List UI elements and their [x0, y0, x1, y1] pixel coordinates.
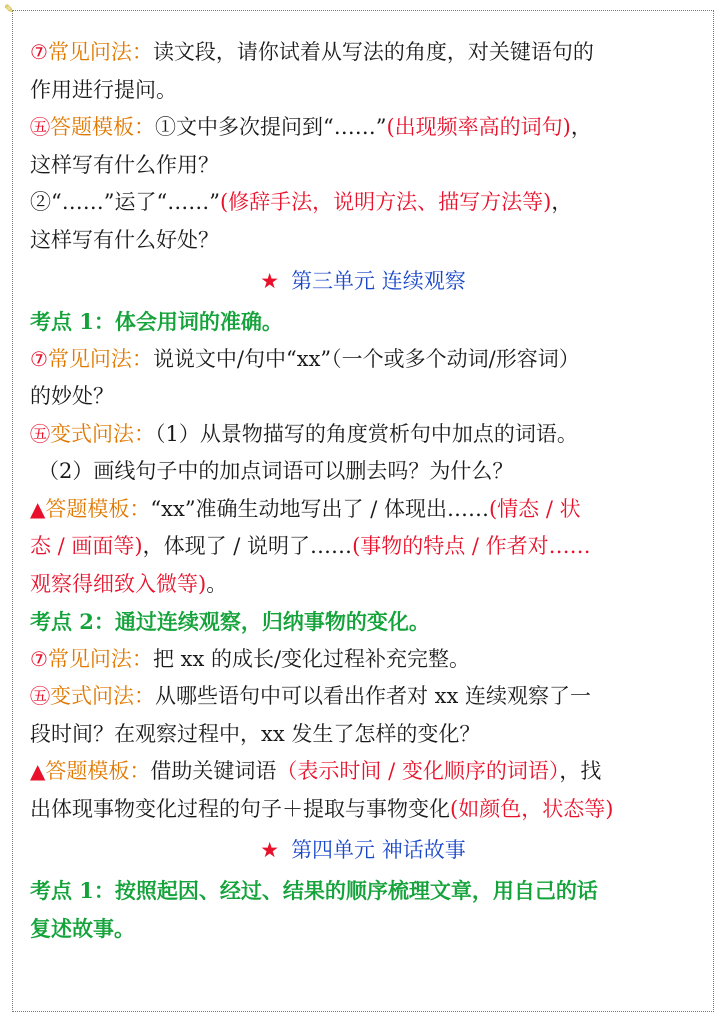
question-text: 作用进行提问。	[30, 77, 177, 102]
template-note: 态 / 画面等)	[30, 534, 143, 558]
template-text: ，体现了 / 说明了……	[142, 534, 353, 558]
template-line	[30, 491, 696, 529]
triangle-icon: ▲	[30, 759, 46, 783]
template-note: (情态 / 状	[488, 496, 581, 521]
template-line	[30, 184, 696, 222]
question-label: 常见问法：	[47, 346, 153, 371]
template-line	[30, 528, 696, 566]
question-icon: ⑦	[30, 646, 48, 671]
question-text: 读文段，请你试着从写法的角度，对关键语句的	[152, 40, 594, 64]
template-label: 答题模板：	[45, 496, 151, 521]
template-text: 借助关键词语	[150, 759, 277, 783]
variant-text: 段时间？在观察过程中，xx 发生了怎样的变化？	[30, 721, 481, 746]
document-body	[30, 34, 696, 947]
template-text: 这样写有什么好处？	[30, 227, 219, 252]
template-text: 这样写有什么作用？	[30, 152, 219, 177]
unit-title: 第三单元 连续观察	[291, 269, 466, 293]
question-text: 把 xx 的成长/变化过程补充完整。	[152, 646, 471, 671]
question-label: 常见问法：	[47, 646, 153, 671]
template-note: （表示时间 / 变化顺序的词语）	[276, 759, 560, 783]
variant-icon: ㊄	[30, 684, 50, 708]
variant-line	[30, 716, 696, 754]
template-note: (事物的特点 / 作者对……	[352, 534, 591, 558]
template-note: (修辞手法，说明方法、描写方法等)	[219, 190, 552, 214]
variant-text: 从哪些语句中可以看出作者对 xx 连续观察了一	[155, 684, 592, 708]
exam-point: 考点 1：体会用词的准确。	[30, 309, 283, 334]
exam-point: 考点 1：按照起因、经过、结果的顺序梳理文章，用自己的话	[30, 878, 598, 903]
triangle-icon: ▲	[30, 496, 46, 521]
template-line	[30, 147, 696, 185]
question-label: 常见问法：	[47, 40, 153, 64]
question-text: 的妙处？	[30, 384, 114, 408]
variant-label: 变式问法：	[50, 684, 155, 708]
template-note: (如颜色，状态等)	[450, 796, 614, 821]
template-text: 出体现事物变化过程的句子＋提取与事物变化	[30, 796, 450, 821]
template-line	[30, 222, 696, 260]
template-label: 答题模板：	[45, 759, 151, 783]
variant-text: （2）画线句子中的加点词语可以删去吗？为什么？	[38, 459, 514, 483]
question-text: 说说文中/句中“xx”（一个或多个动词/形容词）	[152, 346, 580, 371]
template-text: ②“……”运了“……”	[30, 190, 220, 214]
template-text: “xx”准确生动地写出了 / 体现出……	[150, 496, 489, 521]
question-line	[30, 378, 696, 416]
template-icon: ㊄	[30, 115, 50, 139]
star-icon: ★	[260, 838, 280, 862]
template-note: 观察得细致入微等)	[30, 571, 207, 596]
question-icon: ⑦	[30, 40, 48, 64]
question-icon: ⑦	[30, 346, 48, 371]
template-text: ，找	[559, 759, 602, 783]
exam-point: 复述故事。	[30, 915, 135, 941]
variant-label: 变式问法：	[50, 421, 155, 446]
unit-heading	[30, 828, 696, 872]
variant-line	[30, 416, 696, 454]
pin-icon: ✎	[4, 2, 15, 16]
template-note: (出现频率高的词句)	[386, 115, 571, 139]
question-line	[30, 72, 696, 110]
exam-point: 考点 2：通过连续观察，归纳事物的变化。	[30, 609, 430, 634]
variant-line	[30, 453, 696, 491]
template-line	[30, 791, 696, 829]
template-label: 答题模板：	[50, 115, 155, 139]
unit-heading	[30, 259, 696, 303]
template-line	[30, 109, 696, 147]
template-line	[30, 753, 696, 791]
question-line	[30, 341, 696, 379]
unit-title: 第四单元 神话故事	[291, 838, 466, 862]
question-line	[30, 641, 696, 679]
template-text: ，	[570, 115, 592, 139]
template-text: ①文中多次提问到“……”	[155, 115, 387, 139]
template-line	[30, 566, 696, 604]
variant-text: （1）从景物描写的角度赏析句中加点的词语。	[155, 421, 578, 446]
variant-icon: ㊄	[30, 421, 50, 446]
variant-line	[30, 678, 696, 716]
star-icon: ★	[260, 269, 280, 293]
question-line	[30, 34, 696, 72]
template-text: 。	[206, 571, 228, 596]
template-text: ，	[551, 190, 573, 214]
